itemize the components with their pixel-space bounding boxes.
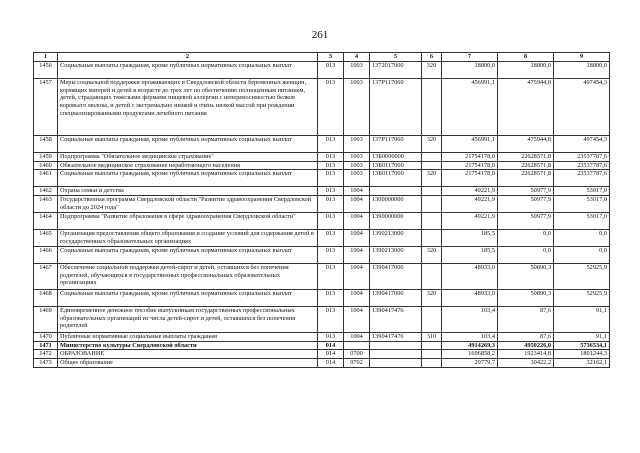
table-row <box>34 350 610 359</box>
row-value-2: 30422,2 <box>498 359 554 368</box>
row-code-5: 13Б0000000 <box>370 153 422 162</box>
row-code-6 <box>422 153 442 162</box>
row-number: 1461 <box>34 170 58 187</box>
row-code-5: 137P117060 <box>370 79 422 136</box>
row-number: 1463 <box>34 196 58 213</box>
row-number: 1462 <box>34 187 58 196</box>
row-value-1: 21754178,0 <box>442 161 498 170</box>
row-value-3: 91,1 <box>554 333 610 342</box>
row-code-5: 1372017000 <box>370 62 422 79</box>
row-number: 1460 <box>34 161 58 170</box>
row-code-6: 320 <box>422 247 442 264</box>
row-code-6 <box>422 307 442 333</box>
row-value-1: 29779,7 <box>442 359 498 368</box>
row-name: Публичные нормативные социальные выплаты гражданам <box>58 333 318 342</box>
row-code-6 <box>422 341 442 350</box>
row-code-3: 013 <box>318 136 344 153</box>
row-code-6: 320 <box>422 170 442 187</box>
row-code-4: 1003 <box>344 62 370 79</box>
row-value-1: 48933,0 <box>442 264 498 290</box>
row-code-5: 1300000000 <box>370 196 422 213</box>
row-code-4: 1003 <box>344 153 370 162</box>
row-code-6 <box>422 187 442 196</box>
row-value-1: 49221,9 <box>442 196 498 213</box>
row-code-5: 1390000000 <box>370 213 422 230</box>
row-number: 1459 <box>34 153 58 162</box>
row-code-5: 13Б0117000 <box>370 170 422 187</box>
row-code-4: 1004 <box>344 333 370 342</box>
row-value-3: 52925,9 <box>554 264 610 290</box>
row-value-1: 103,4 <box>442 307 498 333</box>
row-value-2: 50977,9 <box>498 196 554 213</box>
row-code-3: 013 <box>318 247 344 264</box>
row-value-2: 22628571,8 <box>498 170 554 187</box>
row-code-5 <box>370 341 422 350</box>
row-code-6 <box>422 161 442 170</box>
row-value-3: 23537787,6 <box>554 161 610 170</box>
row-value-2: 475944,8 <box>498 136 554 153</box>
row-code-4 <box>344 341 370 350</box>
row-name: Общее образование <box>58 359 318 368</box>
table-row <box>34 170 610 187</box>
row-value-2: 50890,3 <box>498 290 554 307</box>
row-value-2: 1923414,8 <box>498 350 554 359</box>
row-number: 1473 <box>34 359 58 368</box>
row-value-1: 48933,0 <box>442 290 498 307</box>
row-code-3: 013 <box>318 213 344 230</box>
row-code-4: 1003 <box>344 79 370 136</box>
row-value-1: 21754178,0 <box>442 170 498 187</box>
row-value-2: 0,0 <box>498 230 554 247</box>
row-value-2: 18800,0 <box>498 62 554 79</box>
table-row <box>34 247 610 264</box>
row-value-2: 22628571,8 <box>498 161 554 170</box>
col-header-5: 5 <box>370 53 422 62</box>
row-code-4: 0702 <box>344 359 370 368</box>
row-code-5: 1390417476 <box>370 333 422 342</box>
row-number: 1466 <box>34 247 58 264</box>
table-row <box>34 187 610 196</box>
row-code-4: 0700 <box>344 350 370 359</box>
row-number: 1469 <box>34 307 58 333</box>
row-code-3: 013 <box>318 79 344 136</box>
row-code-3: 013 <box>318 333 344 342</box>
row-code-6: 320 <box>422 62 442 79</box>
row-code-6 <box>422 79 442 136</box>
row-code-3: 013 <box>318 62 344 79</box>
row-number: 1467 <box>34 264 58 290</box>
row-code-3: 013 <box>318 264 344 290</box>
row-code-5 <box>370 187 422 196</box>
row-code-6: 310 <box>422 333 442 342</box>
row-value-3: 53017,0 <box>554 187 610 196</box>
row-value-3: 497454,3 <box>554 79 610 136</box>
row-number: 1456 <box>34 62 58 79</box>
table-row <box>34 79 610 136</box>
row-name: Социальные выплаты гражданам, кроме публичных нормативных социальных выплат <box>58 62 318 79</box>
col-header-7: 7 <box>442 53 498 62</box>
row-value-1: 49221,9 <box>442 213 498 230</box>
budget-table <box>33 52 610 368</box>
row-value-2: 50977,9 <box>498 187 554 196</box>
table-row <box>34 290 610 307</box>
row-value-1: 103,4 <box>442 333 498 342</box>
header-row <box>34 53 610 62</box>
row-name: Социальные выплаты гражданам, кроме публичных нормативных социальных выплат <box>58 170 318 187</box>
page-number: 261 <box>311 29 329 41</box>
row-code-3: 013 <box>318 196 344 213</box>
row-code-5: 1390213000 <box>370 230 422 247</box>
row-value-1: 4914269,3 <box>442 341 498 350</box>
row-name: Подпрограмма "Развитие образования в сфере здравоохранения Свердловской области" <box>58 213 318 230</box>
row-value-2: 475944,8 <box>498 79 554 136</box>
table-body <box>34 62 610 368</box>
row-code-4: 1004 <box>344 196 370 213</box>
row-number: 1470 <box>34 333 58 342</box>
row-code-6 <box>422 196 442 213</box>
row-name: Подпрограмма "Обязательное медицинское страхование" <box>58 153 318 162</box>
row-name: Обеспечение социальной поддержки детей-сирот и детей, оставшихся без попечения родителей, обучающихся в государственных профессиональных образовательных организациях <box>58 264 318 290</box>
row-number: 1457 <box>34 79 58 136</box>
row-value-3: 53017,0 <box>554 213 610 230</box>
row-code-4: 1004 <box>344 247 370 264</box>
row-number: 1465 <box>34 230 58 247</box>
row-code-4: 1004 <box>344 264 370 290</box>
row-code-3: 013 <box>318 230 344 247</box>
row-code-5 <box>370 359 422 368</box>
row-value-3: 52925,9 <box>554 290 610 307</box>
row-code-5 <box>370 350 422 359</box>
table-row <box>34 230 610 247</box>
row-value-3: 23537787,6 <box>554 170 610 187</box>
row-code-3: 013 <box>318 290 344 307</box>
row-value-3: 23537787,6 <box>554 153 610 162</box>
row-code-5: 1390213000 <box>370 247 422 264</box>
table-row <box>34 62 610 79</box>
row-value-3: 91,1 <box>554 307 610 333</box>
row-code-4: 1004 <box>344 230 370 247</box>
table-row <box>34 153 610 162</box>
table-row <box>34 136 610 153</box>
col-header-4: 4 <box>344 53 370 62</box>
row-code-6 <box>422 213 442 230</box>
row-name: Меры социальной поддержки проживающих в Свердловской области беременных женщин, кормящих матерей и детей в возрасте до трех лет по обеспечению полноценным питанием, детей, страдающих тяжелыми формами пищевой аллергии с непереносимостью белков коровьего молока, и детей с экстремально низкой и очень низкой массой при рождении специализированными продуктами лечебного питания <box>58 79 318 136</box>
row-value-2: 87,6 <box>498 333 554 342</box>
row-name: Социальные выплаты гражданам, кроме публичных нормативных социальных выплат <box>58 136 318 153</box>
row-name: Социальные выплаты гражданам, кроме публичных нормативных социальных выплат <box>58 247 318 264</box>
row-code-6: 320 <box>422 290 442 307</box>
row-name: ОБРАЗОВАНИЕ <box>58 350 318 359</box>
row-value-3: 0,0 <box>554 230 610 247</box>
row-code-5: 1390417000 <box>370 264 422 290</box>
row-code-3: 014 <box>318 341 344 350</box>
row-code-3: 013 <box>318 187 344 196</box>
row-value-1: 185,5 <box>442 247 498 264</box>
row-code-4: 1004 <box>344 290 370 307</box>
row-value-2: 50977,9 <box>498 213 554 230</box>
row-name: Государственная программа Свердловской области "Развитие здравоохранения Свердловской области до 2024 года" <box>58 196 318 213</box>
row-name: Министерство культуры Свердловской области <box>58 341 318 350</box>
row-code-5: 13Б0117000 <box>370 161 422 170</box>
row-value-3: 0,0 <box>554 247 610 264</box>
row-code-6 <box>422 230 442 247</box>
row-name: Организация предоставления общего образования и создание условий для содержания детей в государственных образовательных организациях <box>58 230 318 247</box>
row-number: 1472 <box>34 350 58 359</box>
row-value-2: 0,0 <box>498 247 554 264</box>
table-row <box>34 359 610 368</box>
row-value-1: 185,5 <box>442 230 498 247</box>
row-code-3: 013 <box>318 161 344 170</box>
row-name: Единовременное денежное пособие выпускникам государственных профессиональных образовательных организаций из числа детей-сирот и детей, оставшихся без попечения родителей <box>58 307 318 333</box>
row-number: 1468 <box>34 290 58 307</box>
row-code-4: 1004 <box>344 187 370 196</box>
row-value-2: 22628571,8 <box>498 153 554 162</box>
row-value-1: 18800,0 <box>442 62 498 79</box>
table-row <box>34 213 610 230</box>
table-row <box>34 196 610 213</box>
table-row <box>34 341 610 350</box>
row-value-3: 18800,0 <box>554 62 610 79</box>
row-code-3: 013 <box>318 307 344 333</box>
row-value-2: 50890,3 <box>498 264 554 290</box>
row-value-1: 456991,1 <box>442 136 498 153</box>
row-name: Обязательное медицинское страхование неработающего населения <box>58 161 318 170</box>
row-code-6: 320 <box>422 136 442 153</box>
row-value-1: 1696858,2 <box>442 350 498 359</box>
row-code-3: 014 <box>318 359 344 368</box>
col-header-3: 3 <box>318 53 344 62</box>
row-code-4: 1004 <box>344 213 370 230</box>
table-row <box>34 161 610 170</box>
row-code-3: 013 <box>318 170 344 187</box>
row-code-6 <box>422 264 442 290</box>
row-value-3: 53017,0 <box>554 196 610 213</box>
row-value-1: 21754178,0 <box>442 153 498 162</box>
row-code-3: 014 <box>318 350 344 359</box>
row-value-1: 456991,1 <box>442 79 498 136</box>
col-header-2: 2 <box>58 53 318 62</box>
col-header-8: 8 <box>498 53 554 62</box>
row-code-4: 1003 <box>344 170 370 187</box>
table-row <box>34 307 610 333</box>
row-name: Социальные выплаты гражданам, кроме публичных нормативных социальных выплат <box>58 290 318 307</box>
row-code-4: 1003 <box>344 136 370 153</box>
row-code-6 <box>422 350 442 359</box>
row-code-4: 1003 <box>344 161 370 170</box>
row-code-3: 013 <box>318 153 344 162</box>
row-value-3: 32162,1 <box>554 359 610 368</box>
row-code-6 <box>422 359 442 368</box>
row-name: Охрана семьи и детства <box>58 187 318 196</box>
table-row <box>34 264 610 290</box>
col-header-9: 9 <box>554 53 610 62</box>
row-code-5: 137P117060 <box>370 136 422 153</box>
row-value-3: 1801244,3 <box>554 350 610 359</box>
row-number: 1471 <box>34 341 58 350</box>
row-value-1: 49221,9 <box>442 187 498 196</box>
row-number: 1464 <box>34 213 58 230</box>
table-row <box>34 333 610 342</box>
row-code-4: 1004 <box>344 307 370 333</box>
row-code-5: 1390417476 <box>370 307 422 333</box>
row-value-2: 4950226,0 <box>498 341 554 350</box>
col-header-6: 6 <box>422 53 442 62</box>
row-code-5: 1390417000 <box>370 290 422 307</box>
row-number: 1458 <box>34 136 58 153</box>
col-header-1: 1 <box>34 53 58 62</box>
row-value-3: 5736534,1 <box>554 341 610 350</box>
row-value-3: 497454,3 <box>554 136 610 153</box>
row-value-2: 87,6 <box>498 307 554 333</box>
